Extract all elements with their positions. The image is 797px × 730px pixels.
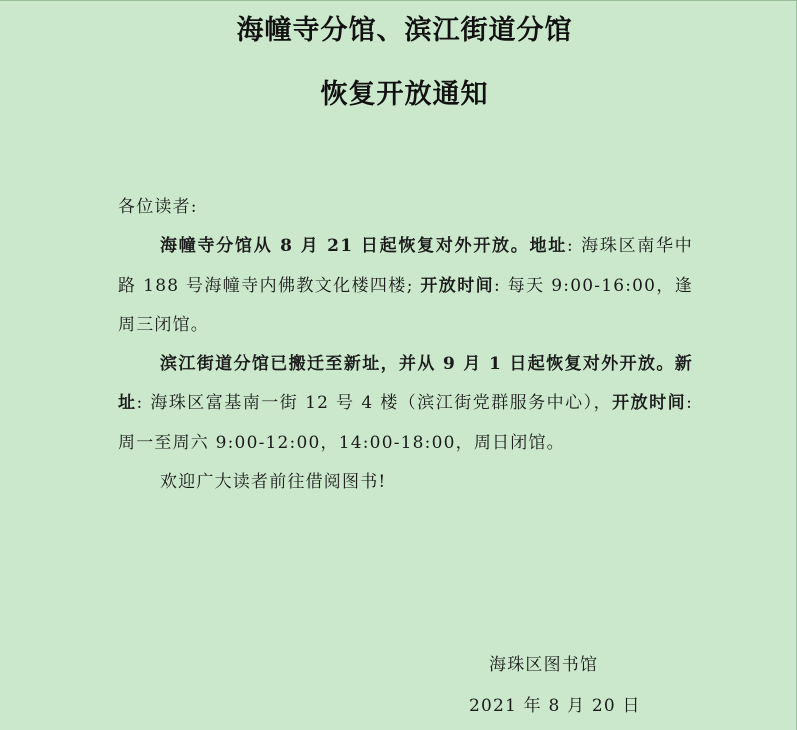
binjiang-hours-label: 开放时间 [612, 393, 687, 414]
haichuang-hours-value: 每天 9:00-16:00，逢周三闭馆。 [118, 275, 693, 335]
notice-body [118, 188, 693, 502]
binjiang-reopen-statement: 滨江街道分馆已搬迁至新址，并从 9 月 1 日起恢复对外开放。 [160, 354, 675, 375]
notice-title-line-1: 海幢寺分馆、滨江街道分馆 [236, 15, 573, 46]
signature-date: 2021 年 8 月 20 日 [469, 696, 641, 716]
haichuang-address-value: 海珠区南华中路 188 号海幢寺内佛教文化楼四楼; [118, 236, 693, 296]
paragraph-binjiang-branch [118, 345, 693, 463]
notice-title-line-2: 恢复开放通知 [320, 79, 489, 110]
page-border-top [0, 0, 797, 1]
paragraph-haichuang-branch [118, 227, 693, 345]
binjiang-address-value: 海珠区富基南一街 12 号 4 楼（滨江街党群服务中心）， [150, 393, 613, 414]
salutation: 各位读者: [118, 197, 198, 217]
haichuang-address-separator: : [567, 236, 582, 257]
binjiang-address-separator: : [136, 393, 151, 414]
haichuang-hours-label: 开放时间 [420, 275, 494, 296]
haichuang-hours-separator: : [493, 275, 508, 296]
binjiang-hours-separator: : [686, 393, 693, 414]
closing-remark: 欢迎广大读者前往借阅图书! [160, 472, 387, 493]
haichuang-reopen-statement: 海幢寺分馆从 8 月 21 日起恢复对外开放。 [160, 236, 530, 257]
haichuang-address-label: 地址 [529, 236, 568, 257]
binjiang-address-label: 新址 [118, 354, 693, 414]
binjiang-hours-value: 周一至周六 9:00-12:00，14:00-18:00，周日闭馆。 [118, 432, 565, 453]
signature-organization: 海珠区图书馆 [489, 655, 599, 675]
